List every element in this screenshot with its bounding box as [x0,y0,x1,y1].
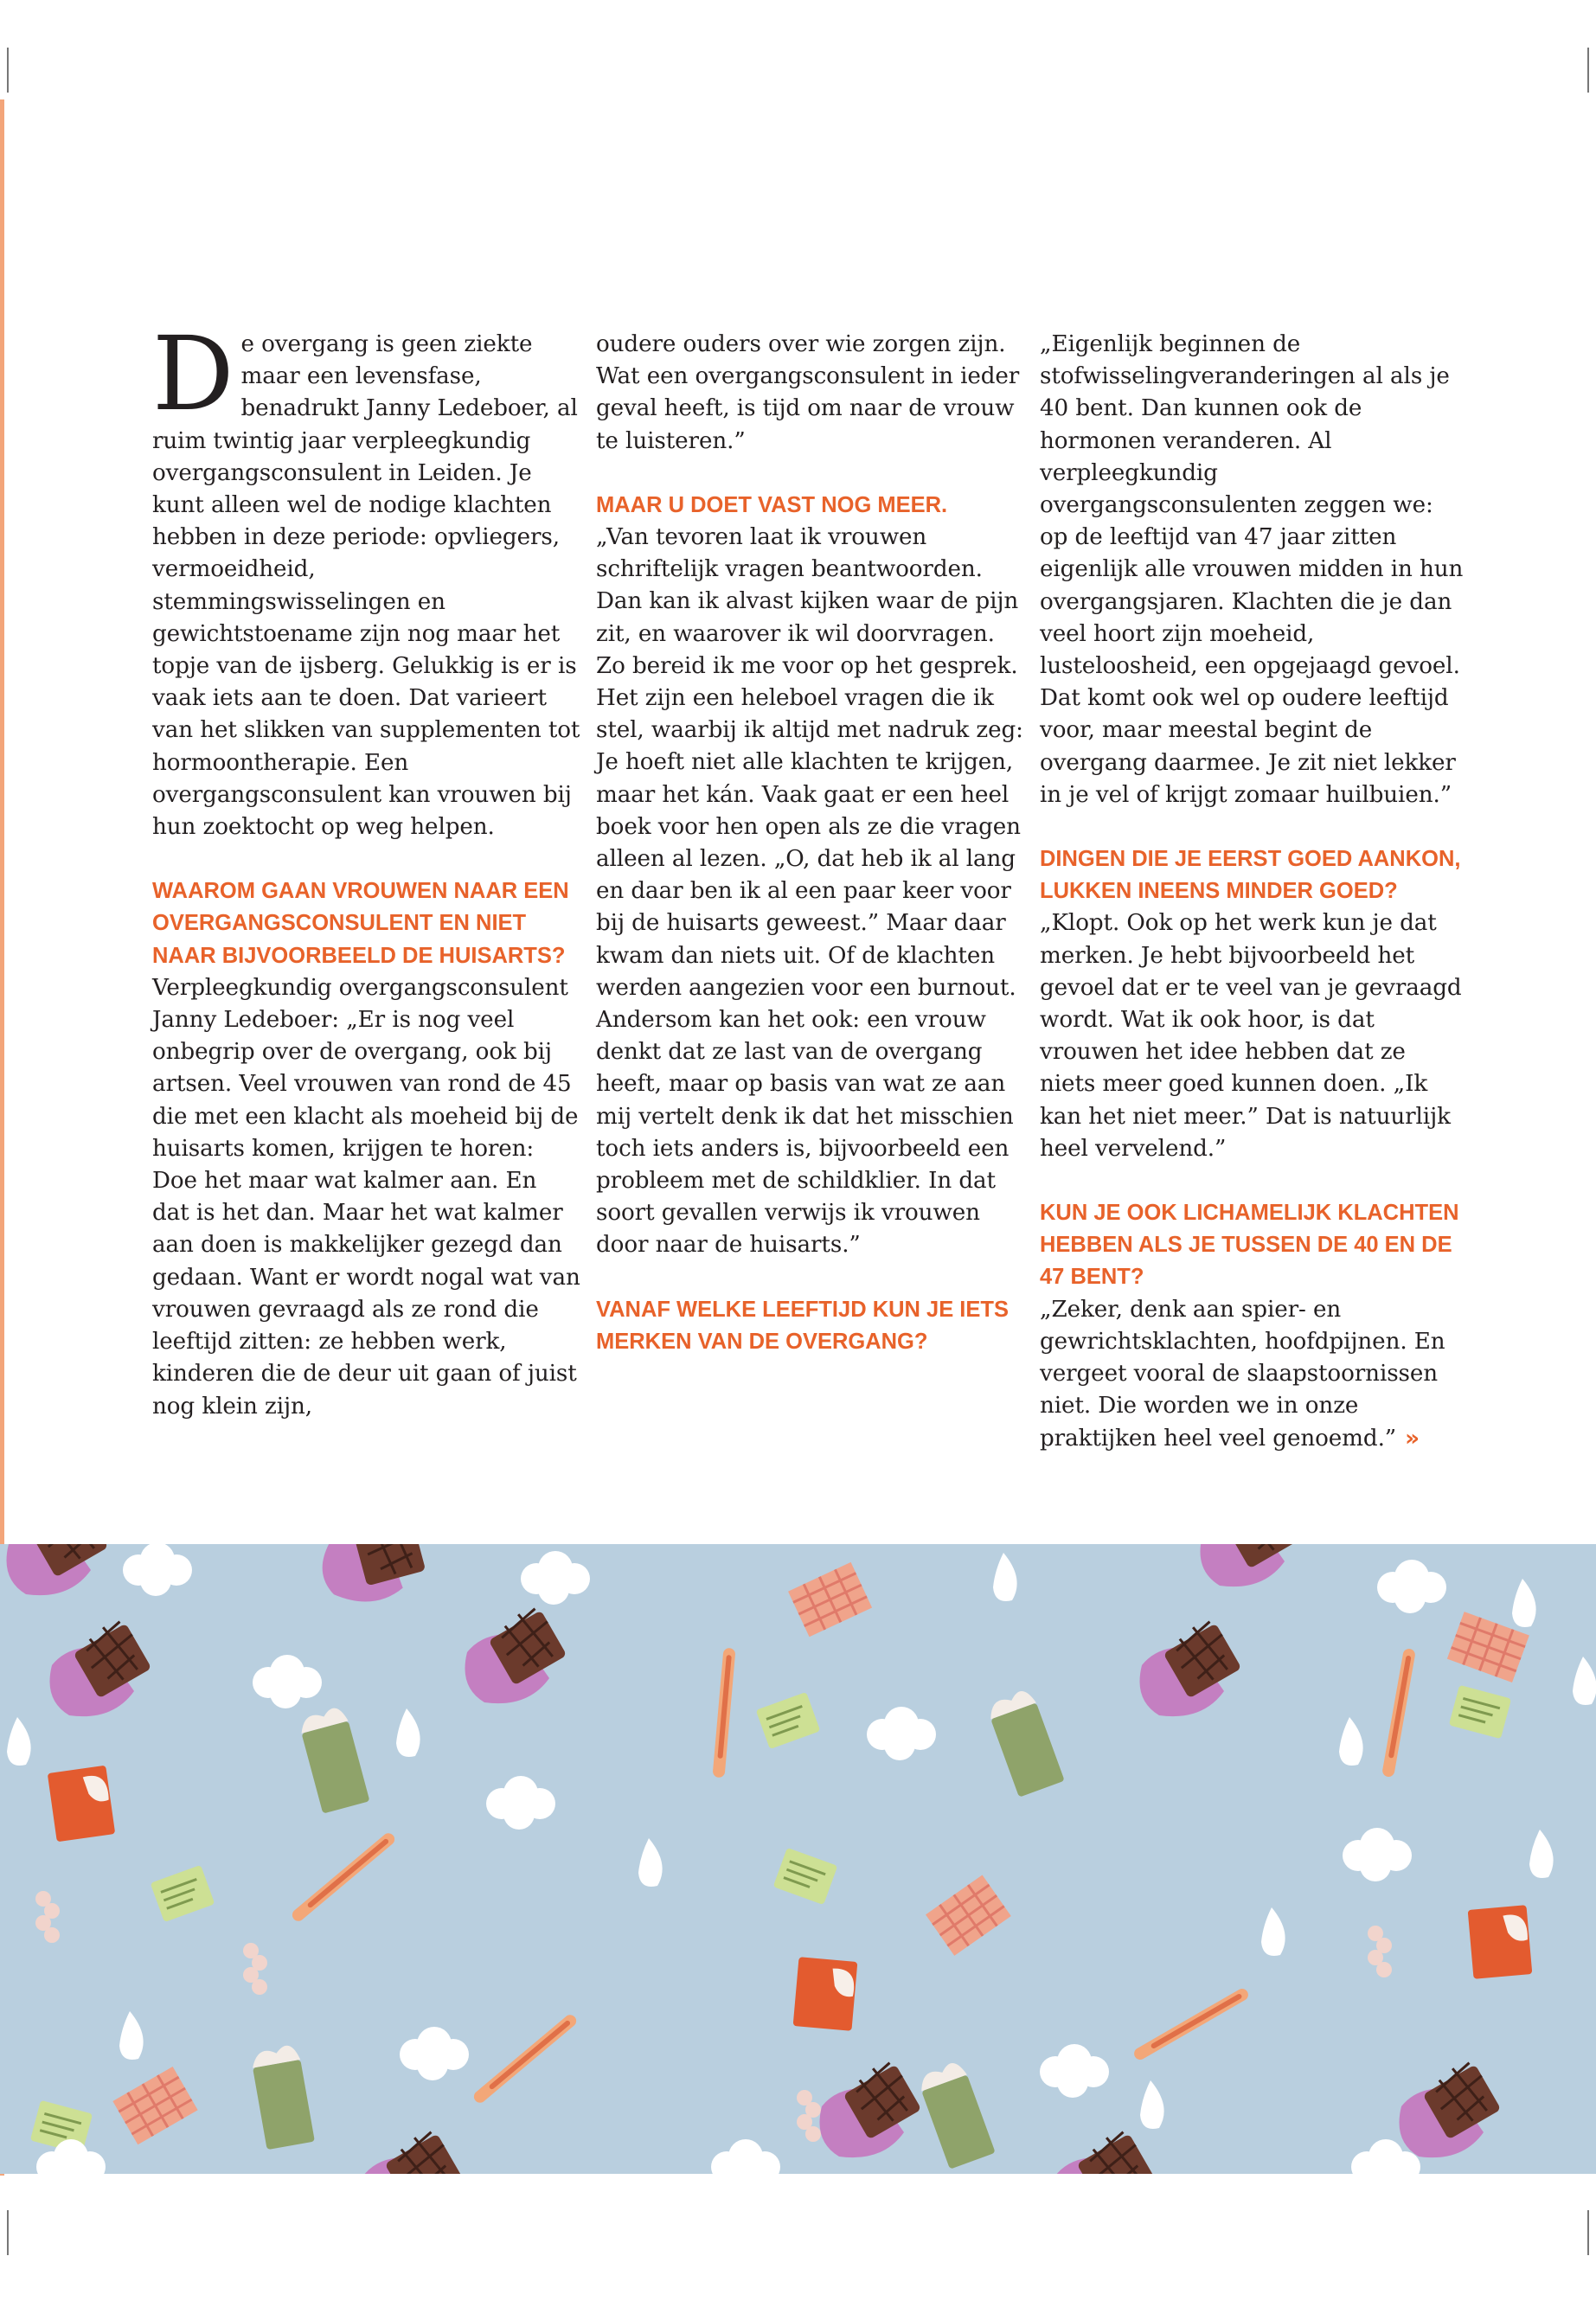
question-heading-3: VANAF WELKE LEEFTIJD KUN JE IETS MERKEN VAN DE OVERGANG? [596,1297,1009,1354]
intro-text: e overgang is geen ziekte maar een levensfase, benadrukt Janny Ledeboer, al ruim twintig jaar verpleegkundig overgangsconsulent in Leiden. Je kunt alleen wel de nodige klachten hebben in deze periode: opvliegers, vermoeidheid, stemmingswisselingen en gewichtstoename zijn nog maar het topje van de ijsberg. Gelukkig is er is vaak iets aan te doen. Dat varieert van het slikken van supplementen tot hormoontherapie. Een overgangsconsulent kan vrouwen bij hun zoektocht op weg helpen. [152,331,580,841]
answer-paragraph-3: „Eigenlijk beginnen de stofwisselingveranderingen al als je 40 bent. Dan kunnen ook de hormonen veranderen. Al verpleegkundig overgangsconsulenten zeggen we: op de leeftijd van 47 jaar zitten eigenlijk alle vrouwen midden in hun overgangsjaren. Klachten die je dan veel hoort zijn moeheid, lusteloosheid, een opgejaagd gevoel. Dat komt ook wel op oudere leeftijd voor, maar meestal begint de overgang daarmee. Je zit niet lekker in je vel of krijgt zomaar huilbuien.” [1040,331,1464,808]
answer-text-5: „Zeker, denk aan spier- en gewrichtsklachten, hoofdpijnen. En vergeet vooral de slaapstoornissen niet. Die worden we in onze praktijken heel veel genoemd.” [1040,1296,1445,1452]
answer-paragraph-2: „Van tevoren laat ik vrouwen schriftelijk vragen beantwoorden. Dan kan ik alvast kijken waar de pijn zit, en waarover ik wil doorvragen. Zo bereid ik me voor op het gesprek. Het zijn een heleboel vragen die ik stel, waarbij ik altijd met nadruk zeg: Je hoeft niet alle klachten te krijgen, maar het kán. Vaak gaat er een heel boek voor hen open als ze die vragen alleen al lezen. „O, dat heb ik al lang en daar ben ik al een paar keer voor bij de huisarts geweest.” Maar daar kwam dan niets uit. Of de klachten werden aangezien voor een burnout. [596,524,1023,1001]
continued-paragraph: oudere ouders over wie zorgen zijn. Wat een overgangsconsulent in ieder geval heeft, is tijd om naar de vrouw te luisteren.” [596,331,1020,454]
article-column-3 [1040,329,1468,1455]
continue-arrow-icon: » [1405,1425,1420,1452]
question-heading-1: WAAROM GAAN VROUWEN NAAR EEN OVERGANGSCONSULENT EN NIET NAAR BIJVOORBEELD DE HUISARTS? [152,879,569,968]
article-column-1 [152,314,580,1423]
crop-mark [1587,2210,1589,2255]
answer-paragraph-5 [1040,1294,1468,1455]
answer-paragraph-4: „Klopt. Ook op het werk kun je dat merken. Je hebt bijvoorbeeld het gevoel dat er te veel van je gevraagd wordt. Wat ik ook hoor, is dat vrouwen het idee hebben dat ze niets meer goed kunnen doen. „Ik kan het niet meer.” Dat is natuurlijk heel vervelend.” [1040,910,1462,1162]
illustration-pattern [0,1544,1596,2174]
crop-mark [7,2210,9,2255]
question-heading-4: DINGEN DIE JE EERST GOED AANKON, LUKKEN INEENS MINDER GOED? [1040,847,1461,904]
drop-cap: D [152,314,234,433]
question-heading-5: KUN JE OOK LICHAMELIJK KLACHTEN HEBBEN ALS JE TUSSEN DE 40 EN DE 47 BENT? [1040,1201,1459,1290]
crop-mark [1587,48,1589,93]
crop-mark [7,48,9,93]
answer-paragraph-1: Verpleegkundig overgangsconsulent Janny Ledeboer: „Er is nog veel onbegrip over de overgang, ook bij artsen. Veel vrouwen van rond de 45 die met een klacht als moeheid bij de huisarts komen, krijgen te horen: Doe het maar wat kalmer aan. En dat is het dan. Maar het wat kalmer aan doen is makkelijker gezegd dan gedaan. Want er wordt nogal wat van vrouwen gevraagd als ze rond die leeftijd zitten: ze hebben werk, kinderen die de deur uit gaan of juist nog klein zijn, [152,974,580,1420]
question-heading-2: MAAR U DOET VAST NOG MEER. [596,492,948,517]
intro-paragraph [152,314,580,843]
answer-paragraph-2b: Andersom kan het ook: een vrouw denkt dat ze last van de overgang heeft, maar op basis van wat ze aan mij vertelt denk ik dat het misschien toch iets anders is, bijvoorbeeld een probleem met de schildklier. In dat soort gevallen verwijs ik vrouwen door naar de huisarts.” [596,1007,1014,1259]
article-column-2 [596,329,1024,1358]
